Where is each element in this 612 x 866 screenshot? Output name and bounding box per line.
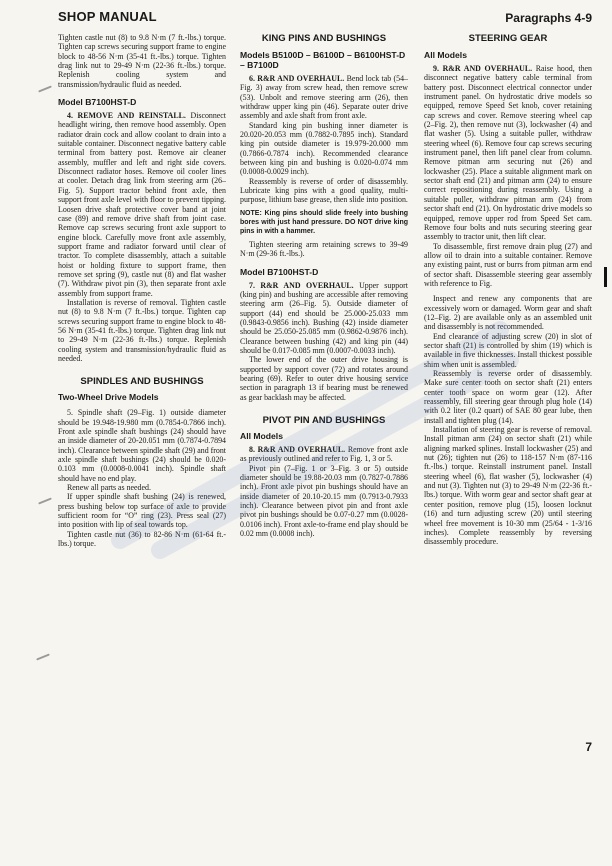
paragraph-8 bbox=[240, 445, 408, 464]
section-heading-pivot-pin: PIVOT PIN AND BUSHINGS bbox=[262, 414, 386, 426]
column-1 bbox=[58, 33, 226, 549]
paragraph-9 bbox=[424, 64, 592, 242]
paragraph-6-reassembly: Reassembly is reverse of order of disassembly. Lubricate king pins with a good quality, multi-purpose, lithium base grease, then slide into position. bbox=[240, 176, 408, 205]
section-heading-steering-gear: STEERING GEAR bbox=[468, 33, 548, 44]
paragraph-4-text: Disconnect headlight wiring, then remove hood assembly. Open radiator drain cock and allow coolant to drain into a suitable container. Disconnect negative battery cable terminal from battery post. Remove air cleaner assembly, muffler and left and right side covers. Disconnect radiator hoses. Remove oil cooler lines at cooler. Detach drag link from steering arm (26–Fig. 5). Support tractor behind front axle, then support front axle level with floor to prevent tipping. Loosen drive shaft protective cover band at joint case (89) and remove drive shaft from joint case. Remove cap screws securing front axle support to engine block. Carefully move front axle assembly, support frame and radiator forward until clear of tractor. To complete disassembly, attach a suitable hoist or holding fixture to support frame, then remove set spring (9), castle nut (8) and flat washer (7). Withdraw pivot pin (3), then separate front axle assembly from support frame. bbox=[58, 111, 226, 298]
paragraph-6 bbox=[240, 74, 408, 121]
manual-title: SHOP MANUAL bbox=[58, 9, 157, 24]
paragraph-9-reassembly: Reassembly is reverse order of disassembly. Make sure center tooth on sector shaft (21) enters center tooth space on worm gear (12). After reassembly, fill steering gear through plug hole (14) with 0.2 liter (0.2 quart) of SAE 80 gear lube, then install and tighten plug (14). bbox=[424, 369, 592, 425]
paragraph-8-specs: Pivot pin (7–Fig. 1 or 3–Fig. 3 or 5) outside diameter should be 19.88-20.03 mm (0.7827-0.7886 inch). Front axle pivot pin bushings should have an inside diameter of 20.10-20.15 mm (0.7913-0.7933 inch). Clearance between pivot pin and front axle pivot pin bushings should be 0.07-0.27 mm (0.0028-0.0106 inch). Front axle-to-frame end play should be 0.02 mm (0.0008 inch). bbox=[240, 463, 408, 539]
section-heading-king-pins: KING PINS AND BUSHINGS bbox=[261, 33, 387, 44]
margin-mark bbox=[36, 653, 50, 660]
margin-mark bbox=[38, 497, 52, 504]
model-heading-b7100hst-2: Model B7100HST-D bbox=[240, 266, 319, 277]
all-models-heading: All Models bbox=[240, 430, 283, 441]
paragraph-6-torque: Tighten steering arm retaining screws to 39-49 N·m (29-36 ft.-lbs.). bbox=[240, 239, 408, 259]
all-models-heading-2: All Models bbox=[424, 50, 467, 60]
paragraph-6-title: 6. R&R AND OVERHAUL. bbox=[249, 74, 345, 83]
model-heading-b7100hst: Model B7100HST-D bbox=[58, 97, 137, 108]
paragraph-8-title: 8. R&R AND OVERHAUL. bbox=[249, 444, 346, 454]
paragraph-9-installation: Installation of steering gear is reverse of removal. Install pitman arm (24) on sector shaft (21) while aligning marked splines. Install lockwasher (25) and nut (26); tighten nut (26) to 118-157 N·m (87-116 ft.-lbs.) torque. Reinstall instrument panel. Install steering wheel (6), flat washer (5), lockwasher (4) and nut (3). Tighten nut (3) to 29-49 N·m (22-36 ft.-lbs.) torque. With worm gear and sector shaft gear at center position, remove plug (15), loosen locknut (16) and turn adjusting screw (20) until steering wheel free movement is 10-30 mm (25/64 - 1-3/16 inches). Complete reassembly by reversing disassembly procedure. bbox=[424, 425, 592, 547]
paragraph-7-housing: The lower end of the outer drive housing is supported by support cover (72) and rotates around bearing (69). Refer to outer drive housing service section in paragraph 13 if bearing must be renewed as gear backlash may be affected. bbox=[240, 355, 408, 402]
paragraph-5-bushing: If upper spindle shaft bushing (24) is renewed, press bushing below top surface of axle to provide sufficient room for “O” ring (23). Press seal (27) into position with lip of seal towards top. bbox=[58, 492, 226, 530]
models-heading: Models B5100D – B6100D – B6100HST-D – B7100D bbox=[240, 50, 406, 70]
paragraph-4-install: Installation is reverse of removal. Tighten castle nut (8) to 9.8 N·m (7 ft.-lbs.) torque. Tighten cap screws securing support frame to engine block to 48-56 N·m (35-41 ft.-lbs.) torque. Tighten drag link nut to 29-49 N·m (22-36 ft.-lbs.) torque. Replenish cooling system and transmission/hydraulic fluid as needed. bbox=[58, 297, 226, 363]
paragraph-9-inspect: Inspect and renew any components that are excessively worn or damaged. Worm gear and shaft (12–Fig. 2) are available only as an assembled unit and disassembly is not recommended. bbox=[424, 294, 592, 332]
paragraph-6-text: Bend lock tab (54–Fig. 3) away from screw head, then remove screw (53). Unbolt and remove steering arm (26), then withdraw upper king pin (46). Separate outer drive assembly and axle shaft from front axle. bbox=[240, 74, 408, 121]
king-pin-note: NOTE: King pins should slide freely into bushing bores with just hand pressure. DO NOT drive king pins in with a hammer. bbox=[240, 209, 408, 235]
paragraph-4-title: 4. REMOVE AND REINSTALL. bbox=[67, 111, 186, 121]
paragraph-range: Paragraphs 4-9 bbox=[505, 11, 592, 25]
paragraph-9-text: Raise hood, then disconnect negative battery cable terminal from battery post. Disconnect electrical connector under instrument panel. On hydrostatic drive models so equipped, remove Speed Set knob, cover retaining cap screws and cover. Remove steering wheel cap (2–Fig. 2), then remove nut (3), lockwasher (4) and flat washer (5). Using a suitable puller, withdraw steering wheel (6). Remove four cap screws securing instrument panel, then lift panel clear from column. Remove pitman arm securing nut (26) and lockwasher (25). Place a suitable alignment mark on sector shaft end (21) and pitman arm (24) to ensure correct repositioning during reassembly. Using a suitable puller, withdraw pitman arm (24) from sector shaft end (21). On hydrostatic drive models so equipped, remove upper rod from Speed Set cam. Remove four bolts and nuts securing steering gear assembly to tractor unit, then lift clear. bbox=[424, 64, 592, 242]
paragraph-5: 5. Spindle shaft (29–Fig. 1) outside diameter should be 19.948-19.980 mm (0.7854-0.7866 inch). Front axle spindle shaft bushings (24) should have an inside diameter of 20-20.051 mm (0.7874-0.7894 inch). Clearance between spindle shaft (29) and front axle spindle shaft bushings (24) should be 0.020-0.103 mm (0.0008-0.0041 inch). Spindle shaft should have no end play. bbox=[58, 408, 226, 483]
paragraph-7 bbox=[240, 281, 408, 356]
margin-bar bbox=[604, 267, 607, 287]
column-3 bbox=[424, 33, 592, 547]
column-2 bbox=[240, 33, 408, 538]
paragraph-7-title: 7. R&R AND OVERHAUL. bbox=[249, 280, 354, 290]
paragraph-5-castle-nut: Tighten castle nut (36) to 82-86 N·m (61-64 ft.-lbs.) torque. bbox=[58, 529, 226, 549]
section-heading-spindles: SPINDLES AND BUSHINGS bbox=[80, 376, 204, 388]
paragraph-5-renew: Renew all parts as needed. bbox=[67, 483, 151, 493]
paragraph-8-text: Remove front axle as previously outlined and refer to Fig. 1, 3 or 5. bbox=[240, 444, 408, 464]
subheading-two-wheel-drive: Two-Wheel Drive Models bbox=[58, 392, 159, 403]
paragraph-9-end-clearance: End clearance of adjusting screw (20) in slot of sector shaft (21) is controlled by shim (19) which is available in five thicknesses. Install thickest possible shim when unit is assembled. bbox=[424, 331, 592, 369]
margin-mark bbox=[38, 85, 52, 92]
paragraph-6-specs: Standard king pin bushing inner diameter is 20.020-20.053 mm (0.7882-0.7895 inch). Standard king pin outside diameter is 19.979-20.000 mm (0.7866-0.7874 inch). Recommended clearance between king pin and bushing is 0.020-0.074 mm (0.0008-0.0029 inch). bbox=[240, 120, 408, 177]
paragraph-9-title: 9. R&R AND OVERHAUL. bbox=[433, 64, 533, 73]
paragraph-4 bbox=[58, 111, 226, 298]
page-number: 7 bbox=[585, 740, 592, 754]
paragraph-3-end: Tighten castle nut (8) to 9.8 N·m (7 ft.-lbs.) torque. Tighten cap screws securing support frame to engine block to 48-56 N·m (35-41 ft.-lbs.) torque. Tighten drag link nut to 29-49 N·m (22-36 ft.-lbs.) torque. Replenish cooling system and transmission/hydraulic fluid as needed. bbox=[58, 33, 226, 89]
paragraph-9-disassemble: To disassemble, first remove drain plug (27) and allow oil to drain into a suitable container. Remove any existing paint, rust or burrs from pitman arm end of sector shaft. Disassemble steering gear assembly with reference to Fig. bbox=[424, 241, 592, 288]
paragraph-7-text: Upper support (king pin) and bushing are accessible after removing steering arm (26–Fig. 5). Outside diameter of support (44) end should be 25.000-25.033 mm (0.9843-0.9856 inch). Bushing (42) inside diameter should be 25.050-25.085 mm (0.9862-0.9876 inch). Clearance between bushing (42) and king pin (44) should be 0.017-0.085 mm (0.0007-0.0033 inch). bbox=[240, 280, 408, 355]
